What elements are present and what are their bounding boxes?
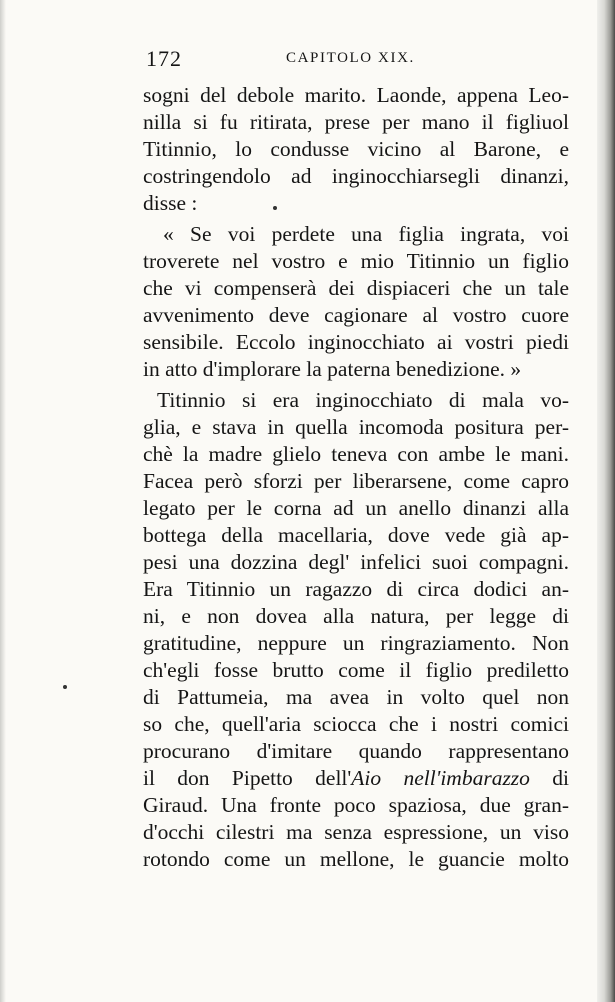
text-line: sogni del debole marito. Laonde, appena Leo- [143,83,569,107]
text-line: pesi una dozzina degl' infelici suoi compagni. [143,550,569,574]
text-line: Titinnio, lo condusse vicino al Barone, e [143,137,569,161]
text-segment: il don Pipetto dell' [143,766,352,790]
text-line: sensibile. Eccolo inginocchiato ai vostri piedi [143,330,569,354]
text-line: costringendolo ad inginocchiarsegli dinanzi, [143,164,569,188]
page-number: 172 [146,46,182,71]
page-right-edge-shadow [597,0,615,1002]
text-line: so che, quell'aria sciocca che i nostri comici [143,712,569,736]
page-left-shadow [0,0,6,1002]
text-line: Facea però sforzi per liberarsene, come capro [143,469,569,493]
page-header [146,46,430,82]
text-line: rotondo come un mellone, le guancie molto [143,847,569,871]
text-line: ni, e non dovea alla natura, per legge di [143,604,569,628]
text-line: gratitudine, neppure un ringraziamento. Non [143,631,569,655]
text-line: avvenimento deve cagionare al vostro cuore [143,303,569,327]
ink-speck [273,206,277,210]
text-line: procurano d'imitare quando rappresentano [143,739,569,763]
text-line: bottega della macellaria, dove vede già ap- [143,523,569,547]
body-text [143,82,569,873]
text-line: che vi compenserà dei dispiaceri che un tale [143,276,569,300]
text-line: « Se voi perdete una figlia ingrata, voi [163,222,569,246]
text-line: chè la madre glielo teneva con ambe le mani. [143,442,569,466]
text-line: d'occhi cilestri ma senza espressione, un viso [143,820,569,844]
text-line: Era Titinnio un ragazzo di circa dodici an- [143,577,569,601]
text-line: Titinnio si era inginocchiato di mala vo- [157,388,569,412]
text-line: di Pattumeia, ma avea in volto quel non [143,685,569,709]
text-line: Giraud. Una fronte poco spaziosa, due gran- [143,793,569,817]
text-line: in atto d'implorare la paterna benedizione. » [143,357,522,381]
ink-speck [63,685,67,689]
text-line: troverete nel vostro e mio Titinnio un figlio [143,249,569,273]
text-line: ch'egli fosse brutto come il figlio prediletto [143,658,569,682]
running-head: CAPITOLO XIX. [286,50,415,66]
text-line: glia, e stava in quella incomoda positura per- [143,415,569,439]
text-line: disse : [143,191,198,215]
text-line-with-italic [143,765,569,792]
italic-title: Aio nell'imbarazzo [351,766,530,790]
text-line: legato per le corna ad un anello dinanzi alla [143,496,569,520]
text-segment: di [529,766,570,790]
text-line: nilla si fu ritirata, prese per mano il figliuol [143,110,569,134]
